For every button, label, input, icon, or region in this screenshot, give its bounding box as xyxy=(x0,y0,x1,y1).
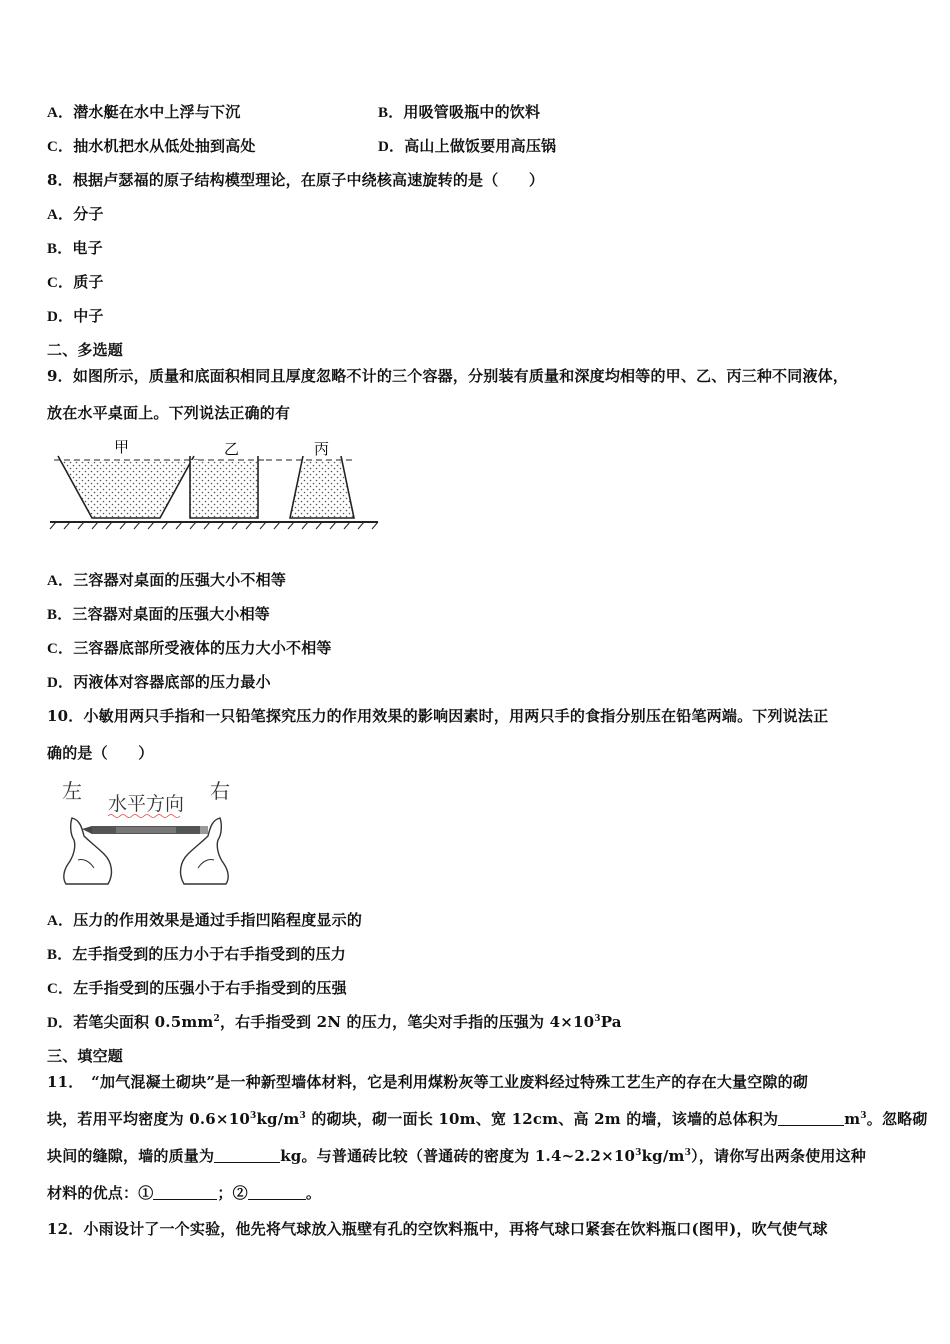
jia-liquid xyxy=(62,460,190,518)
q7-option-a: A．潜水艇在水中上浮与下沉 xyxy=(47,103,241,121)
q10-pencil-figure xyxy=(56,776,242,886)
q11-line2: 块，若用平均密度为 $0.6\times 10^3kg/m^3$ 的砌块，砌一面长 10m、宽 12cm、高 2m 的墙，该墙的总体积为 $m^3$。忽略砌 xyxy=(47,1110,928,1128)
q8-stem: 8．根据卢瑟福的原子结构模型理论，在原子中绕核高速旋转的是（ ） xyxy=(47,171,545,189)
q7-option-d: D．高山上做饭要用高压锅 xyxy=(378,137,557,155)
q9-option-b: B．三容器对桌面的压强大小相等 xyxy=(47,605,271,623)
q9-option-a: A．三容器对桌面的压强大小不相等 xyxy=(47,571,287,589)
pencil-end xyxy=(200,826,208,834)
advantage-1-blank[interactable] xyxy=(153,1185,217,1200)
yi-liquid xyxy=(190,460,258,518)
q8-option-a: A．分子 xyxy=(47,205,104,223)
q9-stem-line1: 9．如图所示，质量和底面积相同且厚度忽略不计的三个容器，分别装有质量和深度均相等的甲、乙、丙三种不同液体， xyxy=(47,367,849,385)
label-jia: 甲 xyxy=(114,438,130,456)
q9-option-d: D．丙液体对容器底部的压力最小 xyxy=(47,673,271,691)
q8-option-b: B．电子 xyxy=(47,239,103,257)
q10-option-c: C．左手指受到的压强小于右手指受到的压强 xyxy=(47,979,347,997)
q7-option-c: C．抽水机把水从低处抽到高处 xyxy=(47,137,256,155)
q9-stem-line2: 放在水平桌面上。下列说法正确的有 xyxy=(47,404,291,422)
q7-option-b: B．用吸管吸瓶中的饮料 xyxy=(378,103,541,121)
table-hatching xyxy=(50,522,378,529)
pencil-label xyxy=(116,827,176,833)
label-left: 左 xyxy=(62,779,82,803)
label-horizontal-direction: 水平方向 xyxy=(108,793,185,815)
wall-volume-blank[interactable] xyxy=(778,1111,844,1126)
q11-line3: 块间的缝隙，墙的质量为 kg。与普通砖比较（普通砖的密度为 $1.4\sim 2.2\times 10^3kg/m^3$），请你写出两条使用这种 xyxy=(47,1147,867,1165)
q11-line4: 材料的优点：① ；② 。 xyxy=(47,1184,322,1202)
label-bing: 丙 xyxy=(314,440,330,458)
pencil-fingers-diagram xyxy=(56,776,242,886)
label-yi: 乙 xyxy=(224,440,240,458)
q10-stem-line2: 确的是（ ） xyxy=(47,744,154,762)
q8-option-d: D．中子 xyxy=(47,307,104,325)
q10-option-a: A．压力的作用效果是通过手指凹陷程度显示的 xyxy=(47,911,363,929)
q12-line1: 12．小雨设计了一个实验，他先将气球放入瓶壁有孔的空饮料瓶中，再将气球口紧套在饮料瓶口(图甲)，吹气使气球 xyxy=(47,1220,828,1238)
q10-stem-line1: 10．小敏用两只手指和一只铅笔探究压力的作用效果的影响因素时，用两只手的食指分别压在铅笔两端。下列说法正 xyxy=(47,707,829,725)
q9-option-c: C．三容器底部所受液体的压力大小不相等 xyxy=(47,639,332,657)
advantage-2-blank[interactable] xyxy=(248,1185,306,1200)
label-right: 右 xyxy=(210,779,230,803)
section-heading-multiple-choice: 二、多选题 xyxy=(47,341,124,359)
wall-mass-blank[interactable] xyxy=(214,1148,280,1163)
q10-option-d: D．若笔尖面积 $0.5mm^2$，右手指受到 2N 的压力，笔尖对手指的压强为 $4\times 10^3Pa$ xyxy=(47,1013,622,1031)
q8-option-c: C．质子 xyxy=(47,273,104,291)
containers-diagram xyxy=(48,434,380,534)
q10-option-b: B．左手指受到的压力小于右手指受到的压力 xyxy=(47,945,347,963)
q11-line1: 11． “加气混凝土砌块”是一种新型墙体材料，它是利用煤粉灰等工业废料经过特殊工艺生产的存在大量空隙的砌 xyxy=(47,1073,809,1091)
section-heading-fill-in: 三、填空题 xyxy=(47,1047,124,1065)
q9-containers-figure xyxy=(48,434,380,534)
